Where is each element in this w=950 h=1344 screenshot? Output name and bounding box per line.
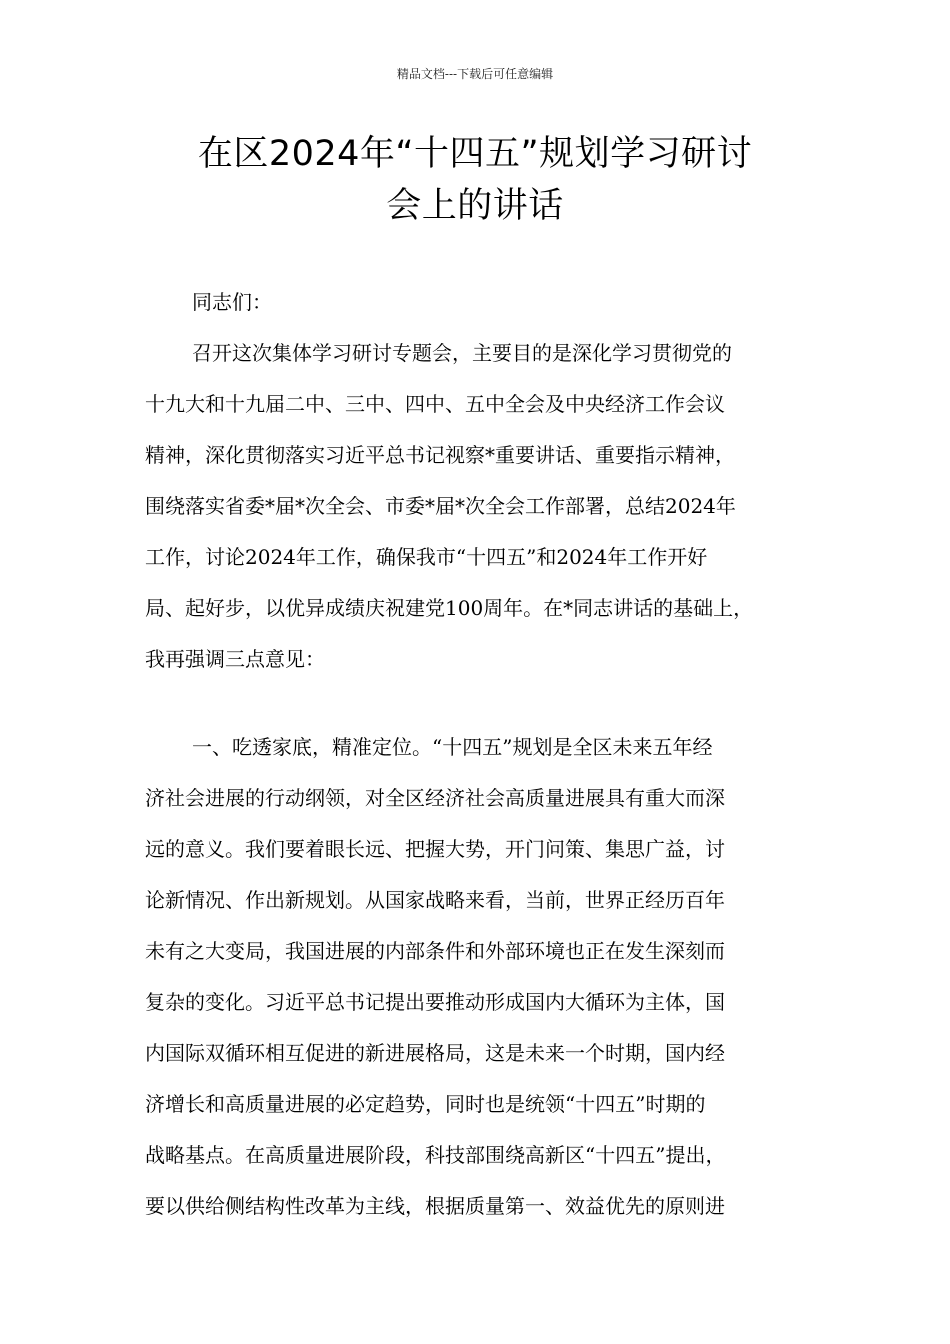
paragraph-line: 济增长和高质量进展的必定趋势，同时也是统领“十四五”时期的: [145, 1092, 706, 1116]
paragraph-1: [145, 328, 830, 685]
paragraph-line: 局、起好步，以优异成绩庆祝建党100周年。在*同志讲话的基础上，: [145, 596, 754, 620]
title-line-1: 在区2024年“十四五”规划学习研讨: [197, 134, 753, 174]
paragraph-line: 复杂的变化。习近平总书记提出要推动形成国内大循环为主体，国: [145, 990, 725, 1014]
paragraph-line: 围绕落实省委*届*次全会、市委*届*次全会工作部署，总结2024年: [145, 494, 736, 518]
greeting: 同志们：: [192, 290, 272, 314]
paragraph-line: 未有之大变局，我国进展的内部条件和外部环境也正在发生深刻而: [145, 939, 725, 963]
paragraph-line: 内国际双循环相互促进的新进展格局，这是未来一个时期，国内经: [145, 1041, 725, 1065]
document-title: [150, 128, 800, 232]
paragraph-line: 十九大和十九届二中、三中、四中、五中全会及中央经济工作会议: [145, 392, 725, 416]
paragraph-line: 我再强调三点意见：: [145, 647, 325, 671]
paragraph-line: 召开这次集体学习研讨专题会，主要目的是深化学习贯彻党的: [192, 341, 732, 365]
paragraph-line: 要以供给侧结构性改革为主线，根据质量第一、效益优先的原则进: [145, 1194, 725, 1218]
paragraph-line: 远的意义。我们要着眼长远、把握大势，开门问策、集思广益，讨: [145, 837, 725, 861]
header-note: 精品文档---下载后可任意编辑: [396, 67, 554, 81]
paragraph-line: 精神，深化贯彻落实习近平总书记视察*重要讲话、重要指示精神，: [145, 443, 735, 467]
paragraph-2: [145, 722, 830, 1232]
paragraph-line: 工作，讨论2024年工作，确保我市“十四五”和2024年工作开好: [145, 545, 708, 569]
paragraph-line: 战略基点。在高质量进展阶段，科技部围绕高新区“十四五”提出，: [145, 1143, 726, 1167]
paragraph-line: 一、吃透家底，精准定位。“十四五”规划是全区未来五年经: [192, 735, 713, 759]
title-line-2: 会上的讲话: [386, 186, 564, 226]
paragraph-line: 论新情况、作出新规划。从国家战略来看，当前，世界正经历百年: [145, 888, 725, 912]
paragraph-line: 济社会进展的行动纲领，对全区经济社会高质量进展具有重大而深: [145, 786, 725, 810]
